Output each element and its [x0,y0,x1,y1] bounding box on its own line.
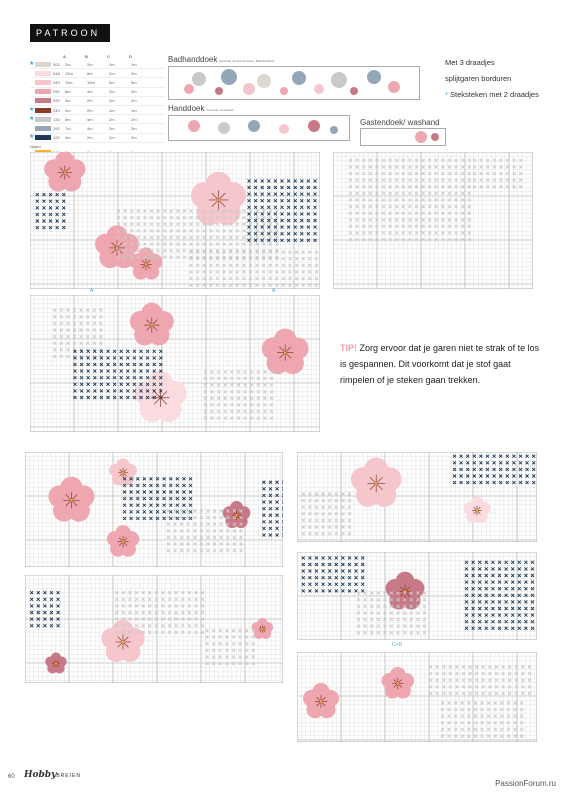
instructions-note [445,55,539,103]
star-icon: ★ [29,106,35,113]
tip-text: TIP! Zorg ervoor dat je garen niet te strak of te los is gespannen. Dit voorkomt dat je stof gaat rimpelen of je steken gaan trekken. [340,343,540,385]
amount-cell: 5m [65,116,71,122]
watermark-text: PassionForum.ru [495,779,556,788]
color-swatch [35,135,51,140]
stitch-grid [30,152,320,289]
amount-cell: 1m [109,107,115,113]
amount-cell: 2m [87,61,93,67]
color-legend [30,54,165,158]
marker-cd: C+D [392,642,403,648]
color-code: 050 [53,89,60,95]
amount-cell: 1m [131,61,137,67]
tip-label: TIP! [340,343,357,353]
amount-cell: 2m [109,125,115,131]
page-number: 60 [8,774,15,780]
amount-cell: 15m [87,79,95,85]
amount-cell: 7m [65,125,71,131]
stitch-grid [25,452,283,567]
star-icon: ★ [29,60,35,67]
legend-row [30,97,165,106]
amount-cell: 8m [65,89,71,95]
chart-e [297,452,537,542]
amount-cell: 1m [109,61,115,67]
handdoek-preview [168,115,350,141]
color-swatch [35,126,51,131]
note-line-3: * Steksteken met 2 draadjes [445,90,539,99]
amount-cell: 4m [65,135,71,141]
stitch-grid [30,295,320,432]
color-swatch [35,62,51,67]
amount-cell: 5m [131,79,137,85]
amount-cell: 4m [87,89,93,95]
amount-cell: 2m [131,135,137,141]
legend-row [30,88,165,97]
amount-cell: 2m [87,135,93,141]
chart-f [297,552,537,640]
legend-row [30,115,165,124]
star-icon: * [445,90,448,99]
color-swatch [35,98,51,103]
color-code: 002 [53,61,60,67]
note-line-2: splijtgaren borduren [445,74,512,83]
amount-cell: 13m [65,70,73,76]
stitch-grid [297,552,537,640]
amount-cell: 2m [131,89,137,95]
handdoek-label: Handdoek Serviette, Handdoek [168,104,234,113]
amount-cell: 2m [131,116,137,122]
legend-category: Naam [30,143,41,149]
amount-cell: 3m [65,98,71,104]
handdoek-motif [169,116,349,140]
amount-cell: 2m [87,98,93,104]
legend-row [30,78,165,87]
gastendoek-motif [361,129,445,145]
amount-cell: 2m [109,135,115,141]
badhanddoek-motif [169,67,419,99]
legend-row [30,60,165,69]
legend-col-a: A [63,54,66,59]
color-swatch [35,71,51,76]
amount-cell: 2m [109,116,115,122]
color-swatch [35,89,51,94]
color-code: 249 [53,107,60,113]
gastendoek-label: Gastendoek/ washand [360,118,440,127]
amount-cell: 2m [65,107,71,113]
chart-b [30,295,320,432]
color-code: 292 [53,125,60,131]
legend-col-b: B [85,54,88,59]
legend-row [30,69,165,78]
amount-cell: 2m [131,98,137,104]
section-title: PATROON [30,24,110,42]
color-code: 134 [53,116,60,122]
color-code: 048 [53,70,60,76]
star-icon: ★ [29,134,35,141]
brand-logo: HobbyBREIEN [24,770,81,780]
color-code: 090 [53,98,60,104]
stitch-grid [333,152,533,289]
legend-row [30,106,165,115]
badhanddoek-preview [168,66,420,100]
amount-cell: 11m [65,79,73,85]
color-code: 049 [53,79,60,85]
legend-col-d: D [129,54,132,59]
chart-g [297,652,537,742]
amount-cell: 2m [65,61,71,67]
chart-a-side [333,152,533,289]
stitch-grid [25,575,283,683]
marker-a-end: A [272,288,276,294]
chart-d [25,575,283,683]
badhanddoek-label: Badhanddoek Serviette de douche blanc, Badhanddoek [168,55,275,64]
amount-cell: 8m [87,70,93,76]
color-swatch [35,108,51,113]
color-code: 120 [53,135,60,141]
color-swatch [35,117,51,122]
legend-row [30,134,165,143]
amount-cell: 2m [131,70,137,76]
color-swatch [35,80,51,85]
amount-cell: 2m [87,107,93,113]
amount-cell: 1m [131,107,137,113]
amount-cell: 6m [109,79,115,85]
amount-cell: 2m [131,125,137,131]
amount-cell: 2m [109,98,115,104]
amount-cell: 4m [87,125,93,131]
marker-a: A [90,288,94,294]
star-icon: ★ [29,115,35,122]
stitch-grid [297,452,537,542]
chart-a [30,152,320,289]
note-line-1: Met 3 draadjes [445,58,495,67]
gastendoek-preview [360,128,446,146]
chart-c [25,452,283,567]
legend-col-c: C [107,54,110,59]
legend-row [30,124,165,133]
amount-cell: 4m [87,116,93,122]
stitch-grid [297,652,537,742]
amount-cell: 2m [109,89,115,95]
amount-cell: 2m [109,70,115,76]
